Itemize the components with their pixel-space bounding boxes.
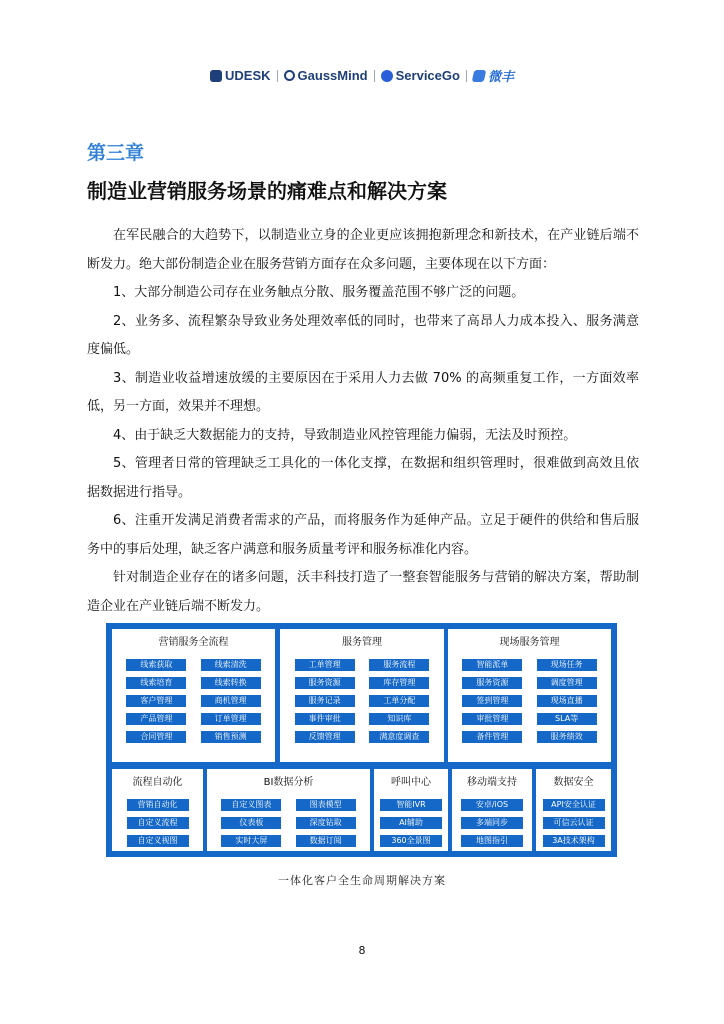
paragraph: 2、业务多、流程繁杂导致业务处理效率低的同时，也带来了高昂人力成本投入、服务满意度偏低。 — [87, 313, 639, 357]
diagram-tag: 自定义流程 — [127, 817, 189, 829]
diagram-panel — [374, 769, 448, 851]
diagram-tag: 工单分配 — [369, 695, 429, 707]
diagram-tag: 多端同步 — [461, 817, 523, 829]
diagram-panel — [536, 769, 611, 851]
diagram-panel-title: BI数据分析 — [263, 777, 314, 788]
paragraph: 5、管理者日常的管理缺乏工具化的一体化支撑，在数据和组织管理时，很难做到高效且依据数据进行指导。 — [87, 456, 639, 500]
udesk-logo: UDESK — [210, 68, 271, 83]
diagram-tag: 备件管理 — [462, 731, 522, 743]
diagram-tag: 合同管理 — [126, 731, 186, 743]
diagram-tag: 反馈管理 — [295, 731, 355, 743]
servicego-logo-icon — [381, 70, 393, 82]
paragraph: 6、注重开发满足消费者需求的产品，而将服务作为延伸产品。立足于硬件的供给和售后服务中的事后处理，缺乏客户满意和服务质量考评和服务标准化内容。 — [87, 513, 639, 557]
paragraph: 1、大部分制造公司存在业务触点分散、服务覆盖范围不够广泛的问题。 — [113, 285, 525, 300]
diagram-tag: 库存管理 — [369, 677, 429, 689]
diagram-panel-title: 呼叫中心 — [391, 777, 431, 788]
diagram-tag: 事件审批 — [295, 713, 355, 725]
servicego-logo: ServiceGo — [381, 68, 460, 83]
diagram-tag: 360全景图 — [380, 835, 442, 847]
logo-divider — [277, 70, 278, 82]
diagram-tag: AI辅助 — [380, 817, 442, 829]
diagram-tag: 服务资源 — [462, 677, 522, 689]
weifeng-logo-icon — [472, 70, 487, 82]
diagram-tag: 销售预测 — [201, 731, 261, 743]
diagram-panel — [448, 629, 611, 762]
header-logo-bar — [0, 66, 724, 85]
diagram-tag: 仪表板 — [221, 817, 281, 829]
paragraph: 3、制造业收益增速放缓的主要原因在于采用人力去做 70% 的高频重复工作，一方面效率低，另一方面，效果并不理想。 — [87, 370, 639, 414]
diagram-tag: 3A技术架构 — [543, 835, 605, 847]
diagram-tag: 可信云认证 — [543, 817, 605, 829]
paragraph: 针对制造企业存在的诸多问题，沃丰科技打造了一整套智能服务与营销的解决方案，帮助制造企业在产业链后端不断发力。 — [87, 570, 639, 614]
diagram-tag: 服务记录 — [295, 695, 355, 707]
diagram-tag: 深度钻取 — [296, 817, 356, 829]
diagram-tag: 服务流程 — [369, 659, 429, 671]
diagram-panel-title: 数据安全 — [553, 777, 594, 788]
logo-divider — [466, 70, 467, 82]
diagram-tag: 营销自动化 — [127, 799, 189, 811]
diagram-tag: 满意度调查 — [369, 731, 429, 743]
diagram-tag: API安全认证 — [543, 799, 605, 811]
diagram-tag: 数据订阅 — [296, 835, 356, 847]
figure-caption: 一体化客户全生命周期解决方案 — [278, 874, 446, 887]
diagram-tag: 智能IVR — [380, 799, 442, 811]
diagram-tag: 智能派单 — [462, 659, 522, 671]
diagram-tag: 线索获取 — [126, 659, 186, 671]
chapter-title: 制造业营销服务场景的痛难点和解决方案 — [87, 179, 447, 203]
diagram-panel — [112, 629, 275, 762]
diagram-tag: 图表模型 — [296, 799, 356, 811]
diagram-tag: 客户管理 — [126, 695, 186, 707]
diagram-tag: 知识库 — [369, 713, 429, 725]
diagram-tag: 地图指引 — [461, 835, 523, 847]
diagram-panel — [112, 769, 203, 851]
gaussmind-logo: GaussMind — [284, 68, 368, 83]
page-number: 8 — [358, 944, 366, 957]
udesk-logo-icon — [210, 70, 222, 82]
diagram-tag: 现场任务 — [537, 659, 597, 671]
diagram-panel — [452, 769, 532, 851]
diagram-panel-title: 服务管理 — [342, 637, 382, 648]
diagram-tag: 订单管理 — [201, 713, 261, 725]
diagram-tag: 安卓/iOS — [461, 799, 523, 811]
diagram-tag: 服务资源 — [295, 677, 355, 689]
diagram-panel-title: 营销服务全流程 — [158, 637, 229, 648]
diagram-panel-title: 移动端支持 — [467, 777, 517, 788]
diagram-panel — [280, 629, 444, 762]
paragraph: 在军民融合的大趋势下，以制造业立身的企业更应该拥抱新理念和新技术，在产业链后端不断发力。绝大部份制造企业在服务营销方面存在众多问题，主要体现在以下方面： — [87, 228, 639, 272]
diagram-panel — [207, 769, 370, 851]
diagram-tag: 产品管理 — [126, 713, 186, 725]
logo-divider — [374, 70, 375, 82]
diagram-tag: 商机管理 — [201, 695, 261, 707]
weifeng-logo: 微丰 — [473, 66, 514, 85]
body-text — [87, 222, 639, 621]
diagram-panel-title: 流程自动化 — [132, 777, 183, 788]
diagram-tag: 线索清洗 — [201, 659, 261, 671]
diagram-tag: 实时大屏 — [221, 835, 281, 847]
diagram-tag: 工单管理 — [295, 659, 355, 671]
chapter-label: 第三章 — [87, 142, 145, 164]
diagram-tag: 自定义图表 — [221, 799, 281, 811]
diagram-tag: 自定义视图 — [127, 835, 189, 847]
diagram-tag: 审批管理 — [462, 713, 522, 725]
diagram-tag: 现场直播 — [537, 695, 597, 707]
solution-diagram — [106, 623, 617, 857]
diagram-tag: 调度管理 — [537, 677, 597, 689]
diagram-tag: 线索转换 — [201, 677, 261, 689]
paragraph: 4、由于缺乏大数据能力的支持，导致制造业风控管理能力偏弱，无法及时预控。 — [113, 427, 577, 443]
diagram-panel-title: 现场服务管理 — [499, 637, 560, 648]
diagram-tag: 服务绩效 — [537, 731, 597, 743]
gaussmind-logo-icon — [284, 70, 295, 81]
diagram-tag: SLA等 — [537, 713, 597, 725]
diagram-tag: 签到管理 — [462, 695, 522, 707]
diagram-tag: 线索培育 — [126, 677, 186, 689]
